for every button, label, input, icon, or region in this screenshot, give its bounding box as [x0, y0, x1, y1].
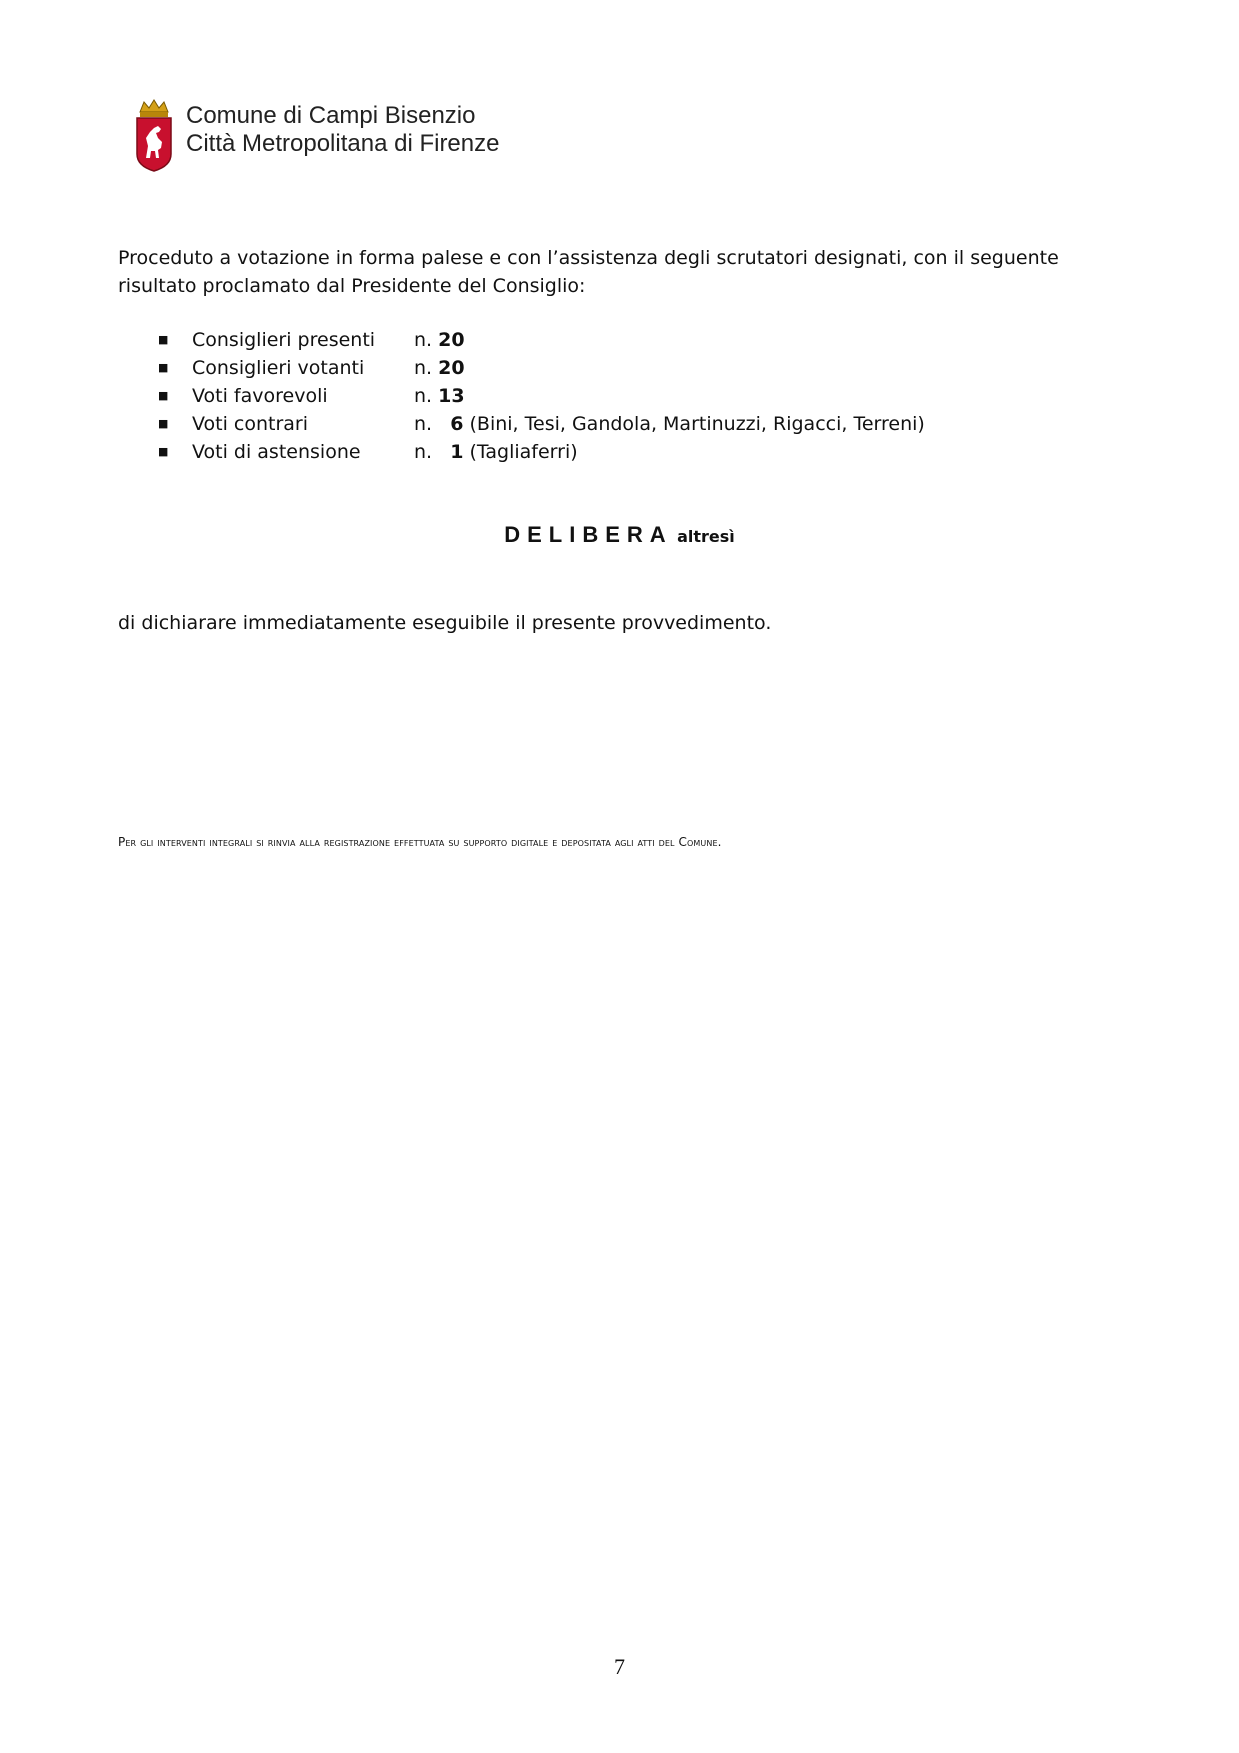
- footnote: Per gli interventi integrali si rinvia alla registrazione effettuata su supporto digitale e depositata agli atti del Comune.: [118, 835, 722, 849]
- vote-value: 20: [438, 329, 465, 351]
- header-text: [186, 98, 499, 158]
- vote-label: Voti favorevoli: [192, 385, 328, 407]
- campi-bisenzio-crest-icon: [134, 98, 174, 172]
- vote-prefix: n.: [414, 413, 433, 435]
- vote-value: 6: [450, 413, 464, 435]
- decision-suffix: altresì: [677, 527, 735, 546]
- vote-row-voting: [158, 354, 925, 382]
- decision-heading: [0, 522, 1239, 548]
- bullet-icon: ■: [158, 445, 169, 458]
- vote-value: 13: [438, 385, 465, 407]
- vote-detail: (Bini, Tesi, Gandola, Martinuzzi, Rigacci, Terreni): [469, 413, 925, 435]
- decision-word: DELIBERA: [504, 522, 673, 547]
- vote-prefix: n.: [414, 357, 433, 379]
- vote-row-abstention: [158, 438, 925, 466]
- vote-value: 20: [438, 357, 465, 379]
- vote-detail: (Tagliaferri): [469, 441, 578, 463]
- vote-value: 1: [450, 441, 464, 463]
- vote-prefix: n.: [414, 329, 433, 351]
- vote-prefix: n.: [414, 441, 433, 463]
- page-number: 7: [614, 1654, 625, 1679]
- vote-prefix: n.: [414, 385, 433, 407]
- bullet-icon: ■: [158, 361, 169, 374]
- vote-row-present: [158, 326, 925, 354]
- vote-row-favorable: [158, 382, 925, 410]
- bullet-icon: ■: [158, 333, 169, 346]
- vote-label: Consiglieri votanti: [192, 357, 365, 379]
- vote-results-list: [158, 326, 925, 466]
- bullet-icon: ■: [158, 389, 169, 402]
- decision-statement: di dichiarare immediatamente eseguibile il presente provvedimento.: [118, 612, 772, 634]
- metropolitan-city-name: Città Metropolitana di Firenze: [186, 130, 500, 157]
- intro-paragraph: Proceduto a votazione in forma palese e con l’assistenza degli scrutatori designati, con il seguente risultato proclamato dal Presidente del Consiglio:: [118, 247, 1059, 297]
- document-header: [134, 98, 499, 172]
- municipality-name: Comune di Campi Bisenzio: [186, 102, 476, 129]
- vote-row-against: [158, 410, 925, 438]
- vote-label: Voti contrari: [192, 413, 309, 435]
- vote-label: Voti di astensione: [192, 441, 361, 463]
- bullet-icon: ■: [158, 417, 169, 430]
- vote-label: Consiglieri presenti: [192, 329, 376, 351]
